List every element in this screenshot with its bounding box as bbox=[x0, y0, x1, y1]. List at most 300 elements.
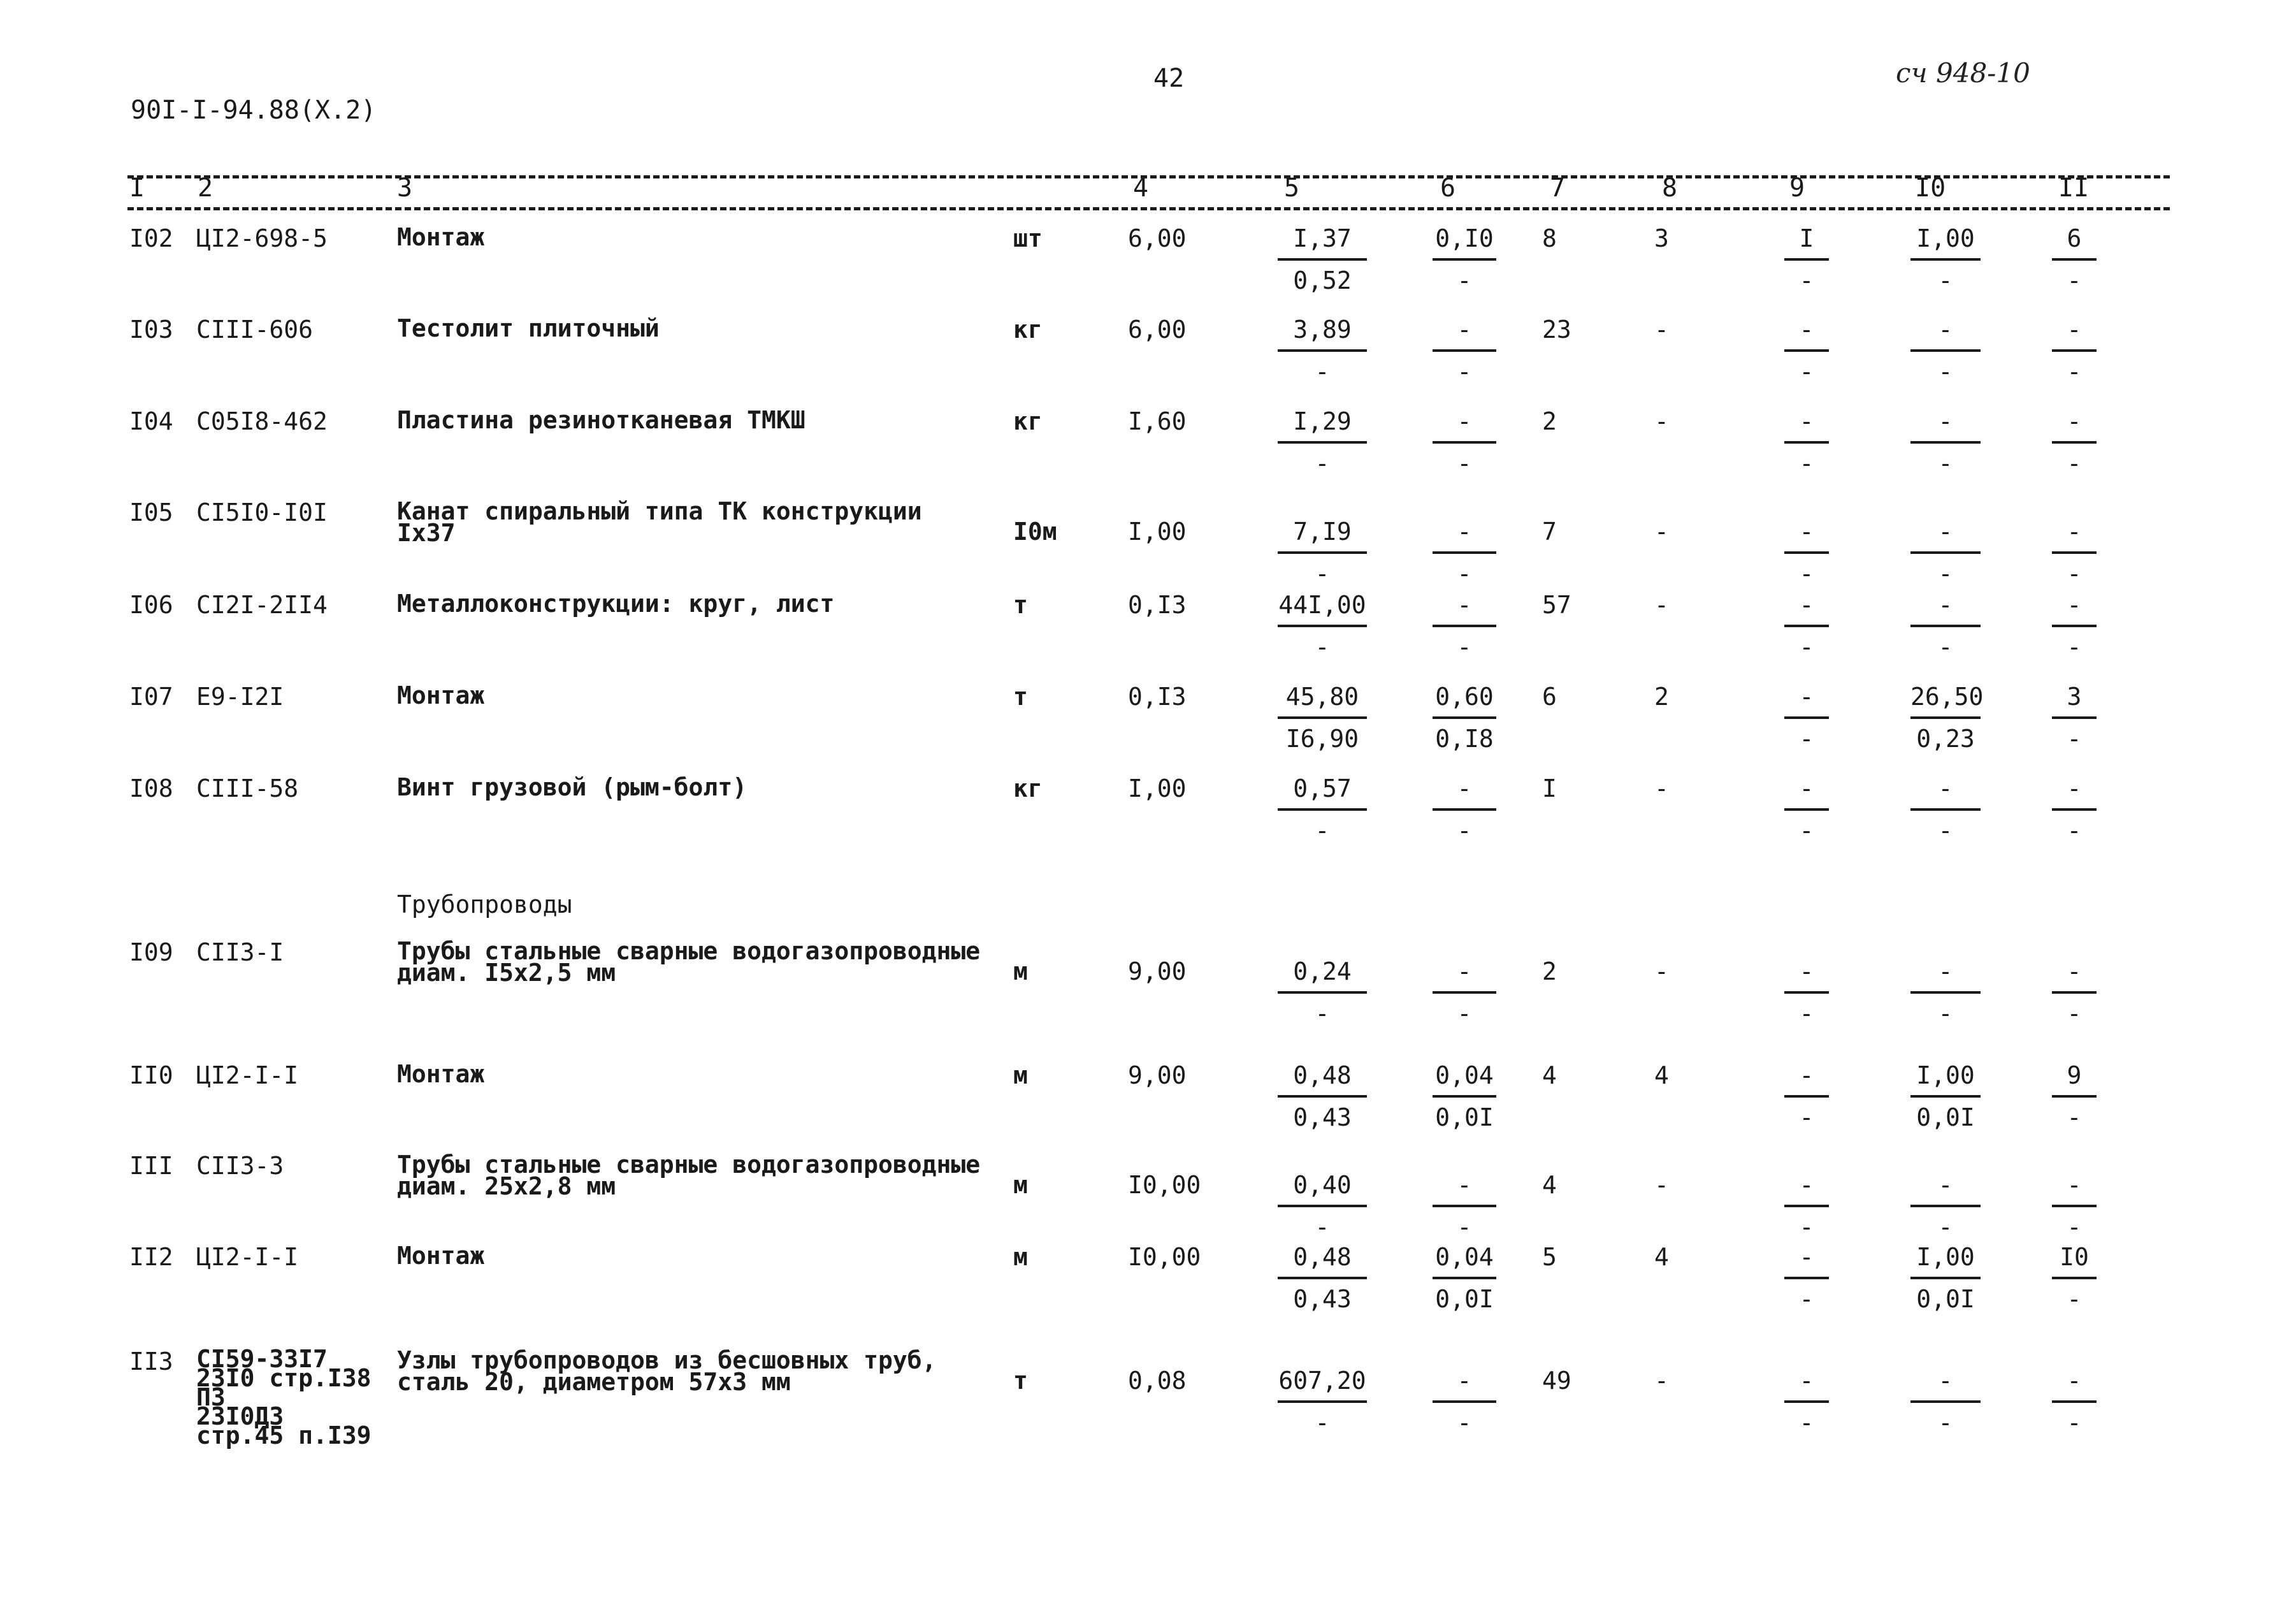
fraction-numerator: 44I,00 bbox=[1278, 591, 1366, 619]
fraction-denominator: - bbox=[1799, 633, 1814, 661]
fraction-c9 bbox=[1784, 519, 1829, 587]
fraction-c10 bbox=[1910, 776, 1981, 844]
fraction-bar bbox=[1278, 441, 1367, 444]
fraction-c6 bbox=[1433, 317, 1496, 385]
fraction-denominator: - bbox=[1799, 449, 1814, 477]
fraction-numerator: 3 bbox=[2067, 683, 2082, 711]
col-7-value: 8 bbox=[1542, 224, 1557, 252]
quantity: 0,I3 bbox=[1128, 683, 1187, 711]
fraction-numerator: - bbox=[1457, 316, 1472, 344]
item-name bbox=[397, 773, 747, 801]
quantity: 6,00 bbox=[1128, 316, 1187, 344]
fraction-bar bbox=[2052, 716, 2097, 719]
fraction-bar bbox=[1784, 1205, 1829, 1207]
unit: м bbox=[1013, 1171, 1028, 1199]
fraction-denominator: - bbox=[1799, 1285, 1814, 1313]
fraction-bar bbox=[1278, 625, 1367, 627]
fraction-denominator: - bbox=[1799, 1103, 1814, 1131]
col-7-value: 2 bbox=[1542, 407, 1557, 435]
fraction-c9 bbox=[1784, 409, 1829, 477]
col-header-1: I bbox=[129, 173, 145, 203]
col-8-value: 3 bbox=[1654, 224, 1669, 252]
fraction-denominator: - bbox=[1457, 358, 1472, 386]
fraction-c9 bbox=[1784, 226, 1829, 294]
fraction-denominator: 0,43 bbox=[1293, 1285, 1352, 1313]
col-header-11: II bbox=[2058, 173, 2090, 203]
fraction-denominator: - bbox=[1799, 1409, 1814, 1437]
fraction-bar bbox=[2052, 991, 2097, 994]
item-name-line: Монтаж bbox=[397, 223, 485, 251]
item-name-line: Узлы трубопроводов из бесшовных труб, bbox=[397, 1346, 937, 1374]
fraction-c11 bbox=[2052, 226, 2097, 294]
quantity: I0,00 bbox=[1128, 1243, 1201, 1271]
fraction-bar bbox=[1910, 625, 1981, 627]
fraction-c6 bbox=[1433, 1245, 1496, 1312]
fraction-bar bbox=[1433, 991, 1496, 994]
col-7-value: 57 bbox=[1542, 591, 1571, 619]
fraction-denominator: - bbox=[1457, 633, 1472, 661]
unit: т bbox=[1013, 683, 1028, 711]
fraction-bar bbox=[1278, 716, 1367, 719]
fraction-numerator: - bbox=[1457, 591, 1472, 619]
fraction-numerator: - bbox=[1457, 518, 1472, 546]
row-number: I04 bbox=[129, 407, 173, 435]
col-7-value: 4 bbox=[1542, 1171, 1557, 1199]
fraction-numerator: 3,89 bbox=[1293, 316, 1352, 344]
item-name bbox=[397, 223, 485, 251]
fraction-numerator: - bbox=[1799, 407, 1814, 435]
unit: м bbox=[1013, 1243, 1028, 1271]
resource-code: CIII-58 bbox=[196, 774, 299, 802]
fraction-denominator: - bbox=[1315, 358, 1330, 386]
item-name bbox=[397, 937, 981, 987]
row-number: I08 bbox=[129, 774, 173, 802]
table-row bbox=[0, 223, 2296, 316]
fraction-bar bbox=[1910, 441, 1981, 444]
table-row bbox=[0, 314, 2296, 407]
fraction-bar bbox=[1278, 808, 1367, 811]
fraction-denominator: 0,52 bbox=[1293, 266, 1352, 294]
col-header-10: I0 bbox=[1915, 173, 1946, 203]
fraction-denominator: - bbox=[1799, 999, 1814, 1027]
fraction-bar bbox=[1433, 716, 1496, 719]
fraction-denominator: - bbox=[2067, 1409, 2082, 1437]
fraction-numerator: - bbox=[2067, 1367, 2082, 1395]
fraction-bar bbox=[1433, 258, 1496, 261]
quantity: I,00 bbox=[1128, 774, 1187, 802]
fraction-c9 bbox=[1784, 776, 1829, 844]
fraction-bar bbox=[1784, 258, 1829, 261]
fraction-denominator: - bbox=[2067, 1213, 2082, 1241]
fraction-c9 bbox=[1784, 1245, 1829, 1312]
resource-code: CI59-33I7 23I0 стр.I38 ПЗ 23I0ДЗ стр.45 п.I39 bbox=[196, 1345, 372, 1449]
col-8-value: - bbox=[1654, 774, 1669, 802]
fraction-numerator: - bbox=[1799, 1061, 1814, 1089]
fraction-denominator: - bbox=[1457, 266, 1472, 294]
col-7-value: 49 bbox=[1542, 1367, 1571, 1395]
fraction-c11 bbox=[2052, 409, 2097, 477]
row-number: I09 bbox=[129, 938, 173, 966]
fraction-numerator: I,00 bbox=[1916, 1061, 1975, 1089]
unit: кг bbox=[1013, 774, 1043, 802]
fraction-c6 bbox=[1433, 1063, 1496, 1131]
fraction-bar bbox=[2052, 1277, 2097, 1279]
fraction-denominator: - bbox=[1457, 449, 1472, 477]
fraction-c9 bbox=[1784, 317, 1829, 385]
col-8-value: - bbox=[1654, 407, 1669, 435]
fraction-bar bbox=[1910, 349, 1981, 352]
fraction-denominator: - bbox=[1315, 817, 1330, 845]
table-row bbox=[0, 497, 2296, 590]
fraction-c9 bbox=[1784, 1369, 1829, 1436]
fraction-c11 bbox=[2052, 1245, 2097, 1312]
fraction-bar bbox=[1278, 1205, 1367, 1207]
col-7-value: 6 bbox=[1542, 683, 1557, 711]
fraction-denominator: 0,0I bbox=[1435, 1285, 1494, 1313]
fraction-c9 bbox=[1784, 1063, 1829, 1131]
unit: т bbox=[1013, 591, 1028, 619]
fraction-numerator: 0,04 bbox=[1435, 1061, 1494, 1089]
unit: м bbox=[1013, 1061, 1028, 1089]
col-header-7: 7 bbox=[1550, 173, 1566, 203]
fraction-numerator: - bbox=[1457, 774, 1472, 802]
fraction-bar bbox=[1433, 808, 1496, 811]
item-name-line: Винт грузовой (рым-болт) bbox=[397, 773, 747, 801]
fraction-numerator: 9 bbox=[2067, 1061, 2082, 1089]
fraction-c6 bbox=[1433, 593, 1496, 660]
fraction-denominator: - bbox=[1457, 817, 1472, 845]
fraction-denominator: - bbox=[1315, 999, 1330, 1027]
table-row bbox=[0, 1151, 2296, 1243]
unit: кг bbox=[1013, 316, 1043, 344]
row-number: III bbox=[129, 1152, 173, 1180]
fraction-denominator: - bbox=[2067, 1103, 2082, 1131]
fraction-bar bbox=[1278, 1277, 1367, 1279]
fraction-c10 bbox=[1910, 1173, 1981, 1240]
fraction-c11 bbox=[2052, 519, 2097, 587]
row-number: II3 bbox=[129, 1347, 173, 1376]
fraction-bar bbox=[2052, 808, 2097, 811]
fraction-bar bbox=[1784, 349, 1829, 352]
fraction-numerator: - bbox=[2067, 518, 2082, 546]
fraction-c11 bbox=[2052, 776, 2097, 844]
resource-code: CII3-I bbox=[196, 938, 284, 966]
col-7-value: 5 bbox=[1542, 1243, 1557, 1271]
page-number: 42 bbox=[1153, 64, 1185, 93]
fraction-denominator: - bbox=[1938, 817, 1953, 845]
col-header-9: 9 bbox=[1789, 173, 1805, 203]
fraction-bar bbox=[1910, 716, 1981, 719]
fraction-denominator: 0,43 bbox=[1293, 1103, 1352, 1131]
resource-code: CI5I0-I0I bbox=[196, 498, 328, 526]
resource-code: E9-I2I bbox=[196, 683, 284, 711]
fraction-denominator: - bbox=[1457, 560, 1472, 588]
fraction-c5 bbox=[1278, 1245, 1367, 1312]
fraction-denominator: 0,0I bbox=[1916, 1103, 1975, 1131]
fraction-c11 bbox=[2052, 1369, 2097, 1436]
unit: шт bbox=[1013, 224, 1043, 252]
fraction-bar bbox=[1433, 1400, 1496, 1403]
handwritten-note: сч 948-10 bbox=[1896, 57, 2030, 89]
fraction-c5 bbox=[1278, 226, 1367, 294]
fraction-denominator: - bbox=[1938, 633, 1953, 661]
fraction-c5 bbox=[1278, 593, 1367, 660]
fraction-bar bbox=[1910, 1205, 1981, 1207]
fraction-numerator: - bbox=[1799, 1243, 1814, 1271]
col-7-value: 4 bbox=[1542, 1061, 1557, 1089]
col-8-value: 4 bbox=[1654, 1243, 1669, 1271]
col-8-value: - bbox=[1654, 957, 1669, 985]
fraction-bar bbox=[2052, 1205, 2097, 1207]
resource-code: CI2I-2II4 bbox=[196, 591, 328, 619]
fraction-c10 bbox=[1910, 226, 1981, 294]
fraction-bar bbox=[1278, 551, 1367, 554]
fraction-denominator: - bbox=[2067, 817, 2082, 845]
fraction-numerator: 7,I9 bbox=[1293, 518, 1352, 546]
fraction-c10 bbox=[1910, 519, 1981, 587]
fraction-c11 bbox=[2052, 317, 2097, 385]
fraction-bar bbox=[2052, 258, 2097, 261]
fraction-bar bbox=[2052, 625, 2097, 627]
fraction-numerator: - bbox=[1799, 774, 1814, 802]
fraction-c6 bbox=[1433, 1173, 1496, 1240]
fraction-denominator: - bbox=[1938, 1213, 1953, 1241]
fraction-numerator: - bbox=[1799, 1367, 1814, 1395]
fraction-c5 bbox=[1278, 685, 1367, 752]
fraction-numerator: - bbox=[1938, 518, 1953, 546]
fraction-numerator: 45,80 bbox=[1285, 683, 1359, 711]
fraction-c6 bbox=[1433, 1369, 1496, 1436]
fraction-numerator: - bbox=[1799, 316, 1814, 344]
item-name bbox=[397, 1346, 937, 1396]
fraction-bar bbox=[1784, 716, 1829, 719]
fraction-c5 bbox=[1278, 1063, 1367, 1131]
fraction-bar bbox=[2052, 1400, 2097, 1403]
fraction-numerator: 607,20 bbox=[1278, 1367, 1366, 1395]
fraction-bar bbox=[1278, 1095, 1367, 1098]
fraction-numerator: - bbox=[1938, 1171, 1953, 1199]
item-name-line: сталь 20, диаметром 57x3 мм bbox=[397, 1368, 791, 1396]
fraction-bar bbox=[1433, 349, 1496, 352]
fraction-denominator: - bbox=[1938, 358, 1953, 386]
fraction-numerator: - bbox=[1457, 407, 1472, 435]
col-8-value: - bbox=[1654, 316, 1669, 344]
fraction-numerator: 0,04 bbox=[1435, 1243, 1494, 1271]
fraction-c5 bbox=[1278, 317, 1367, 385]
item-name-line: Ix37 bbox=[397, 519, 456, 547]
fraction-denominator: - bbox=[1799, 1213, 1814, 1241]
fraction-c6 bbox=[1433, 519, 1496, 587]
col-7-value: 23 bbox=[1542, 316, 1571, 344]
fraction-denominator: - bbox=[1315, 633, 1330, 661]
fraction-denominator: 0,23 bbox=[1916, 725, 1975, 753]
fraction-c5 bbox=[1278, 1369, 1367, 1436]
item-name-line: диам. I5x2,5 мм bbox=[397, 959, 616, 987]
col-header-2: 2 bbox=[198, 173, 213, 203]
fraction-denominator: 0,0I bbox=[1916, 1285, 1975, 1313]
col-8-value: - bbox=[1654, 1171, 1669, 1199]
item-name bbox=[397, 1242, 485, 1270]
item-name-line: Тестолит плиточный bbox=[397, 314, 660, 342]
fraction-denominator: 0,I8 bbox=[1435, 725, 1494, 753]
fraction-c6 bbox=[1433, 226, 1496, 294]
row-number: II2 bbox=[129, 1243, 173, 1271]
col-8-value: - bbox=[1654, 1367, 1669, 1395]
fraction-numerator: - bbox=[1799, 683, 1814, 711]
fraction-bar bbox=[1910, 1277, 1981, 1279]
fraction-bar bbox=[1433, 625, 1496, 627]
fraction-bar bbox=[1433, 441, 1496, 444]
table-row bbox=[0, 937, 2296, 1029]
row-number: I07 bbox=[129, 683, 173, 711]
item-name-line: Монтаж bbox=[397, 1060, 485, 1088]
document-code: 90I-I-94.88(X.2) bbox=[131, 96, 377, 125]
fraction-numerator: - bbox=[1938, 774, 1953, 802]
fraction-numerator: I bbox=[1799, 224, 1814, 252]
resource-code: C05I8-462 bbox=[196, 407, 328, 435]
fraction-c11 bbox=[2052, 959, 2097, 1027]
fraction-bar bbox=[1433, 1205, 1496, 1207]
fraction-numerator: - bbox=[1938, 316, 1953, 344]
fraction-c10 bbox=[1910, 317, 1981, 385]
fraction-denominator: - bbox=[1938, 560, 1953, 588]
fraction-bar bbox=[2052, 349, 2097, 352]
fraction-c5 bbox=[1278, 959, 1367, 1027]
fraction-denominator: - bbox=[1315, 1409, 1330, 1437]
fraction-c11 bbox=[2052, 1063, 2097, 1131]
item-name bbox=[397, 1060, 485, 1088]
fraction-numerator: - bbox=[1457, 957, 1472, 985]
fraction-bar bbox=[2052, 551, 2097, 554]
table-row bbox=[0, 1242, 2296, 1334]
fraction-bar bbox=[1910, 991, 1981, 994]
fraction-c6 bbox=[1433, 959, 1496, 1027]
fraction-c10 bbox=[1910, 683, 1984, 753]
col-header-3: 3 bbox=[397, 173, 413, 203]
fraction-bar bbox=[1433, 1277, 1496, 1279]
quantity: 6,00 bbox=[1128, 224, 1187, 252]
fraction-denominator: - bbox=[1315, 1213, 1330, 1241]
fraction-numerator: I,37 bbox=[1293, 224, 1352, 252]
fraction-denominator: - bbox=[1799, 725, 1814, 753]
fraction-bar bbox=[1433, 1095, 1496, 1098]
fraction-numerator: I,29 bbox=[1293, 407, 1352, 435]
col-header-8: 8 bbox=[1662, 173, 1678, 203]
table-row bbox=[0, 406, 2296, 498]
fraction-bar bbox=[1910, 1400, 1981, 1403]
col-8-value: 2 bbox=[1654, 683, 1669, 711]
fraction-numerator: 0,24 bbox=[1293, 957, 1352, 985]
fraction-denominator: - bbox=[1457, 1213, 1472, 1241]
fraction-numerator: - bbox=[1938, 591, 1953, 619]
fraction-numerator: 0,40 bbox=[1293, 1171, 1352, 1199]
col-8-value: - bbox=[1654, 518, 1669, 546]
fraction-numerator: I,00 bbox=[1916, 1243, 1975, 1271]
fraction-numerator: 0,57 bbox=[1293, 774, 1352, 802]
quantity: 9,00 bbox=[1128, 957, 1187, 985]
fraction-numerator: - bbox=[1799, 518, 1814, 546]
fraction-c9 bbox=[1784, 959, 1829, 1027]
fraction-c10 bbox=[1910, 1245, 1981, 1312]
col-header-6: 6 bbox=[1440, 173, 1456, 203]
row-number: I06 bbox=[129, 591, 173, 619]
item-name bbox=[397, 497, 922, 547]
item-name-line: Трубы стальные сварные водогазопроводные bbox=[397, 937, 981, 965]
fraction-c9 bbox=[1784, 1173, 1829, 1240]
item-name-line: Монтаж bbox=[397, 1242, 485, 1270]
quantity: I,60 bbox=[1128, 407, 1187, 435]
resource-code: CII3-3 bbox=[196, 1152, 284, 1180]
quantity: 9,00 bbox=[1128, 1061, 1187, 1089]
fraction-bar bbox=[1910, 258, 1981, 261]
fraction-numerator: 0,60 bbox=[1435, 683, 1494, 711]
table-row bbox=[0, 590, 2296, 682]
fraction-numerator: 6 bbox=[2067, 224, 2082, 252]
fraction-denominator: - bbox=[2067, 1285, 2082, 1313]
fraction-c5 bbox=[1278, 519, 1367, 587]
fraction-bar bbox=[2052, 1095, 2097, 1098]
fraction-numerator: I0 bbox=[2060, 1243, 2089, 1271]
fraction-bar bbox=[1910, 1095, 1981, 1098]
item-name bbox=[397, 681, 485, 709]
fraction-denominator: - bbox=[1938, 1409, 1953, 1437]
quantity: 0,I3 bbox=[1128, 591, 1187, 619]
item-name bbox=[397, 314, 660, 342]
fraction-numerator: I,00 bbox=[1916, 224, 1975, 252]
fraction-bar bbox=[1433, 551, 1496, 554]
fraction-numerator: 26,50 bbox=[1910, 683, 1984, 711]
fraction-numerator: - bbox=[2067, 957, 2082, 985]
fraction-c9 bbox=[1784, 685, 1829, 752]
table-row bbox=[0, 773, 2296, 866]
quantity: I0,00 bbox=[1128, 1171, 1201, 1199]
fraction-c11 bbox=[2052, 685, 2097, 752]
row-number: I05 bbox=[129, 498, 173, 526]
fraction-denominator: - bbox=[2067, 449, 2082, 477]
table-row bbox=[0, 1060, 2296, 1152]
fraction-bar bbox=[1784, 991, 1829, 994]
fraction-bar bbox=[1784, 441, 1829, 444]
resource-code: CIII-606 bbox=[196, 316, 314, 344]
fraction-denominator: - bbox=[2067, 633, 2082, 661]
fraction-bar bbox=[1784, 1095, 1829, 1098]
unit: кг bbox=[1013, 407, 1043, 435]
fraction-numerator: - bbox=[2067, 407, 2082, 435]
fraction-denominator: - bbox=[1315, 449, 1330, 477]
header-top-rule bbox=[127, 175, 2170, 178]
item-name bbox=[397, 1151, 981, 1200]
fraction-c10 bbox=[1910, 409, 1981, 477]
unit: т bbox=[1013, 1367, 1028, 1395]
fraction-c10 bbox=[1910, 959, 1981, 1027]
fraction-c10 bbox=[1910, 1063, 1981, 1131]
fraction-numerator: 0,48 bbox=[1293, 1243, 1352, 1271]
fraction-bar bbox=[1278, 991, 1367, 994]
fraction-denominator: 0,0I bbox=[1435, 1103, 1494, 1131]
fraction-c11 bbox=[2052, 593, 2097, 660]
fraction-numerator: - bbox=[1938, 407, 1953, 435]
unit: I0м bbox=[1013, 518, 1057, 546]
fraction-numerator: - bbox=[2067, 774, 2082, 802]
fraction-bar bbox=[2052, 441, 2097, 444]
item-name-line: Трубы стальные сварные водогазопроводные bbox=[397, 1151, 981, 1179]
item-name bbox=[397, 590, 835, 618]
resource-code: ЦI2-I-I bbox=[196, 1061, 299, 1089]
quantity: 0,08 bbox=[1128, 1367, 1187, 1395]
fraction-denominator: - bbox=[2067, 358, 2082, 386]
item-name-line: Металлоконструкции: круг, лист bbox=[397, 590, 835, 618]
col-header-4: 4 bbox=[1133, 173, 1149, 203]
